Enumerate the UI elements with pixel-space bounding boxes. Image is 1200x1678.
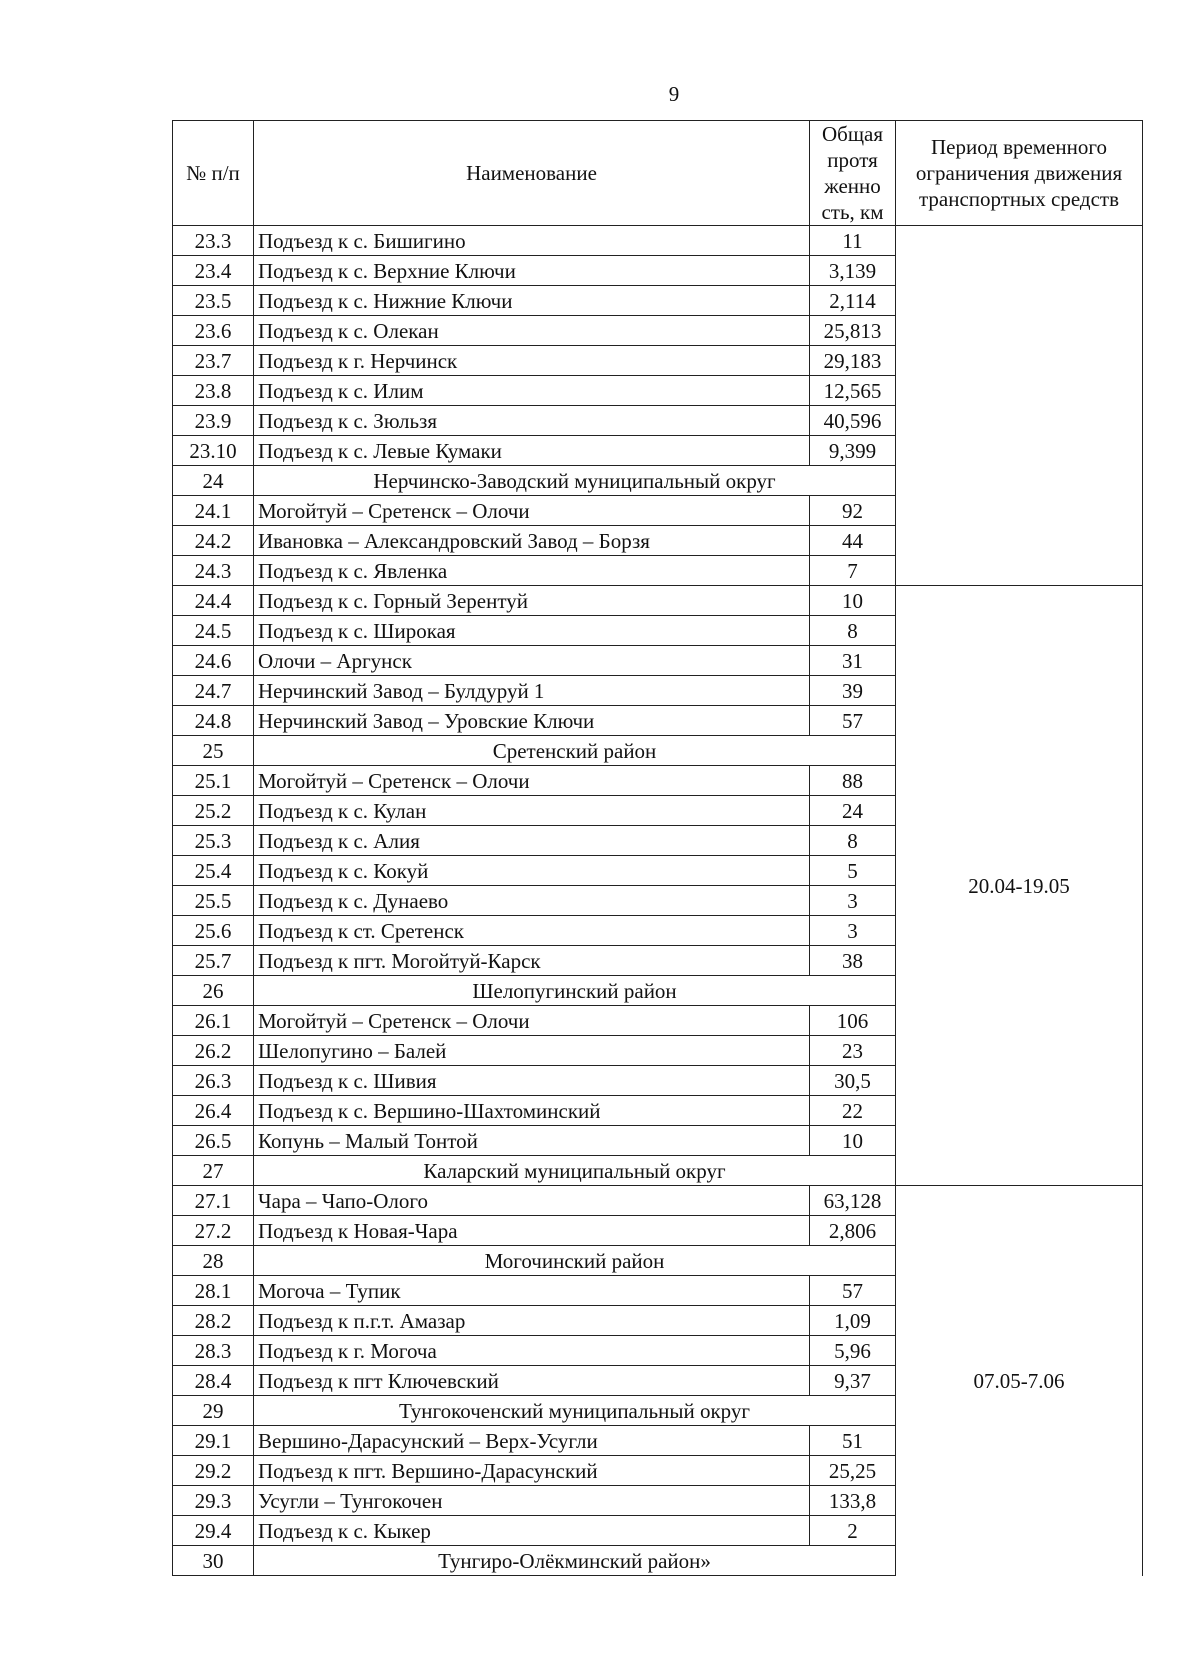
road-name: Чара – Чапо-Олого [254,1186,810,1216]
road-name: Могоча – Тупик [254,1276,810,1306]
row-number: 29.2 [173,1456,254,1486]
row-number: 23.8 [173,376,254,406]
road-name: Подъезд к с. Илим [254,376,810,406]
row-number: 25.5 [173,886,254,916]
road-length: 29,183 [810,346,896,376]
road-name: Подъезд к пгт Ключевский [254,1366,810,1396]
group-title: Могочинский район [254,1246,896,1276]
road-length: 5,96 [810,1336,896,1366]
table-body [173,226,1143,1576]
road-length: 63,128 [810,1186,896,1216]
row-number: 25.1 [173,766,254,796]
row-number: 23.5 [173,286,254,316]
road-name: Подъезд к с. Олекан [254,316,810,346]
road-name: Нерчинский Завод – Уровские Ключи [254,706,810,736]
road-length: 1,09 [810,1306,896,1336]
restriction-period: 07.05-7.06 [896,1186,1143,1576]
table-row [173,1186,1143,1216]
row-number: 29.4 [173,1516,254,1546]
road-length: 133,8 [810,1486,896,1516]
road-name: Шелопугино – Балей [254,1036,810,1066]
group-title: Тунгиро-Олёкминский район» [254,1546,896,1576]
road-length: 30,5 [810,1066,896,1096]
road-length: 3 [810,916,896,946]
road-length: 22 [810,1096,896,1126]
road-name: Подъезд к с. Алия [254,826,810,856]
road-length: 2,114 [810,286,896,316]
road-name: Могойтуй – Сретенск – Олочи [254,766,810,796]
road-length: 9,37 [810,1366,896,1396]
road-length: 51 [810,1426,896,1456]
row-number: 24 [173,466,254,496]
header-name: Наименование [254,121,810,226]
road-length: 8 [810,826,896,856]
row-number: 30 [173,1546,254,1576]
road-length: 2 [810,1516,896,1546]
road-length: 39 [810,676,896,706]
road-name: Подъезд к с. Широкая [254,616,810,646]
header-num: № п/п [173,121,254,226]
row-number: 25 [173,736,254,766]
road-length: 92 [810,496,896,526]
row-number: 25.3 [173,826,254,856]
road-length: 57 [810,706,896,736]
road-length: 10 [810,586,896,616]
table-row [173,586,1143,616]
row-number: 26.5 [173,1126,254,1156]
table-row [173,226,1143,256]
road-name: Подъезд к с. Зюльзя [254,406,810,436]
row-number: 24.6 [173,646,254,676]
row-number: 26.3 [173,1066,254,1096]
road-name: Подъезд к с. Бишигино [254,226,810,256]
road-name: Подъезд к с. Явленка [254,556,810,586]
road-name: Подъезд к п.г.т. Амазар [254,1306,810,1336]
road-length: 24 [810,796,896,826]
row-number: 23.10 [173,436,254,466]
row-number: 25.6 [173,916,254,946]
row-number: 25.7 [173,946,254,976]
row-number: 29.1 [173,1426,254,1456]
road-length: 2,806 [810,1216,896,1246]
road-length: 25,813 [810,316,896,346]
road-name: Подъезд к с. Кыкер [254,1516,810,1546]
road-name: Олочи – Аргунск [254,646,810,676]
row-number: 29 [173,1396,254,1426]
header-period: Период временного ограничения движения транспортных средств [896,121,1143,226]
road-name: Подъезд к с. Кокуй [254,856,810,886]
road-length: 8 [810,616,896,646]
road-name: Подъезд к с. Верхние Ключи [254,256,810,286]
row-number: 28.2 [173,1306,254,1336]
row-number: 26.4 [173,1096,254,1126]
road-length: 10 [810,1126,896,1156]
row-number: 23.9 [173,406,254,436]
road-length: 5 [810,856,896,886]
row-number: 23.4 [173,256,254,286]
row-number: 28 [173,1246,254,1276]
road-length: 11 [810,226,896,256]
road-name: Подъезд к ст. Сретенск [254,916,810,946]
row-number: 26.2 [173,1036,254,1066]
row-number: 24.5 [173,616,254,646]
road-name: Подъезд к г. Нерчинск [254,346,810,376]
road-name: Подъезд к с. Нижние Ключи [254,286,810,316]
road-length: 12,565 [810,376,896,406]
road-restrictions-table [172,120,1143,1576]
row-number: 27.2 [173,1216,254,1246]
road-name: Подъезд к с. Кулан [254,796,810,826]
row-number: 24.1 [173,496,254,526]
road-name: Ивановка – Александровский Завод – Борзя [254,526,810,556]
group-title: Сретенский район [254,736,896,766]
row-number: 28.3 [173,1336,254,1366]
row-number: 28.4 [173,1366,254,1396]
row-number: 25.4 [173,856,254,886]
row-number: 27 [173,1156,254,1186]
road-name: Нерчинский Завод – Булдуруй 1 [254,676,810,706]
road-name: Подъезд к с. Шивия [254,1066,810,1096]
road-name: Подъезд к г. Могоча [254,1336,810,1366]
road-name: Вершино-Дарасунский – Верх-Усугли [254,1426,810,1456]
restriction-period [896,226,1143,586]
row-number: 25.2 [173,796,254,826]
road-length: 88 [810,766,896,796]
group-title: Нерчинско-Заводский муниципальный округ [254,466,896,496]
road-name: Подъезд к с. Дунаево [254,886,810,916]
group-title: Шелопугинский район [254,976,896,1006]
road-length: 3 [810,886,896,916]
road-length: 3,139 [810,256,896,286]
road-name: Подъезд к пгт. Вершино-Дарасунский [254,1456,810,1486]
road-name: Подъезд к с. Вершино-Шахтоминский [254,1096,810,1126]
road-length: 106 [810,1006,896,1036]
restriction-period: 20.04-19.05 [896,586,1143,1186]
road-length: 25,25 [810,1456,896,1486]
row-number: 27.1 [173,1186,254,1216]
row-number: 24.7 [173,676,254,706]
row-number: 23.3 [173,226,254,256]
row-number: 23.6 [173,316,254,346]
page-number: 9 [668,82,680,106]
road-name: Подъезд к пгт. Могойтуй-Карск [254,946,810,976]
row-number: 24.8 [173,706,254,736]
group-title: Тунгокоченский муниципальный округ [254,1396,896,1426]
road-name: Усугли – Тунгокочен [254,1486,810,1516]
road-name: Подъезд к с. Горный Зерентуй [254,586,810,616]
road-name: Могойтуй – Сретенск – Олочи [254,1006,810,1036]
road-length: 44 [810,526,896,556]
road-length: 7 [810,556,896,586]
row-number: 24.3 [173,556,254,586]
group-title: Каларский муниципальный округ [254,1156,896,1186]
road-length: 57 [810,1276,896,1306]
road-name: Подъезд к Новая-Чара [254,1216,810,1246]
road-name: Копунь – Малый Тонтой [254,1126,810,1156]
road-name: Подъезд к с. Левые Кумаки [254,436,810,466]
row-number: 24.2 [173,526,254,556]
row-number: 24.4 [173,586,254,616]
row-number: 23.7 [173,346,254,376]
header-length: Общая протя женно сть, км [810,121,896,226]
road-length: 38 [810,946,896,976]
road-length: 23 [810,1036,896,1066]
road-length: 40,596 [810,406,896,436]
road-length: 31 [810,646,896,676]
row-number: 28.1 [173,1276,254,1306]
row-number: 26.1 [173,1006,254,1036]
row-number: 26 [173,976,254,1006]
road-name: Могойтуй – Сретенск – Олочи [254,496,810,526]
table-header-row [173,121,1143,226]
road-length: 9,399 [810,436,896,466]
row-number: 29.3 [173,1486,254,1516]
